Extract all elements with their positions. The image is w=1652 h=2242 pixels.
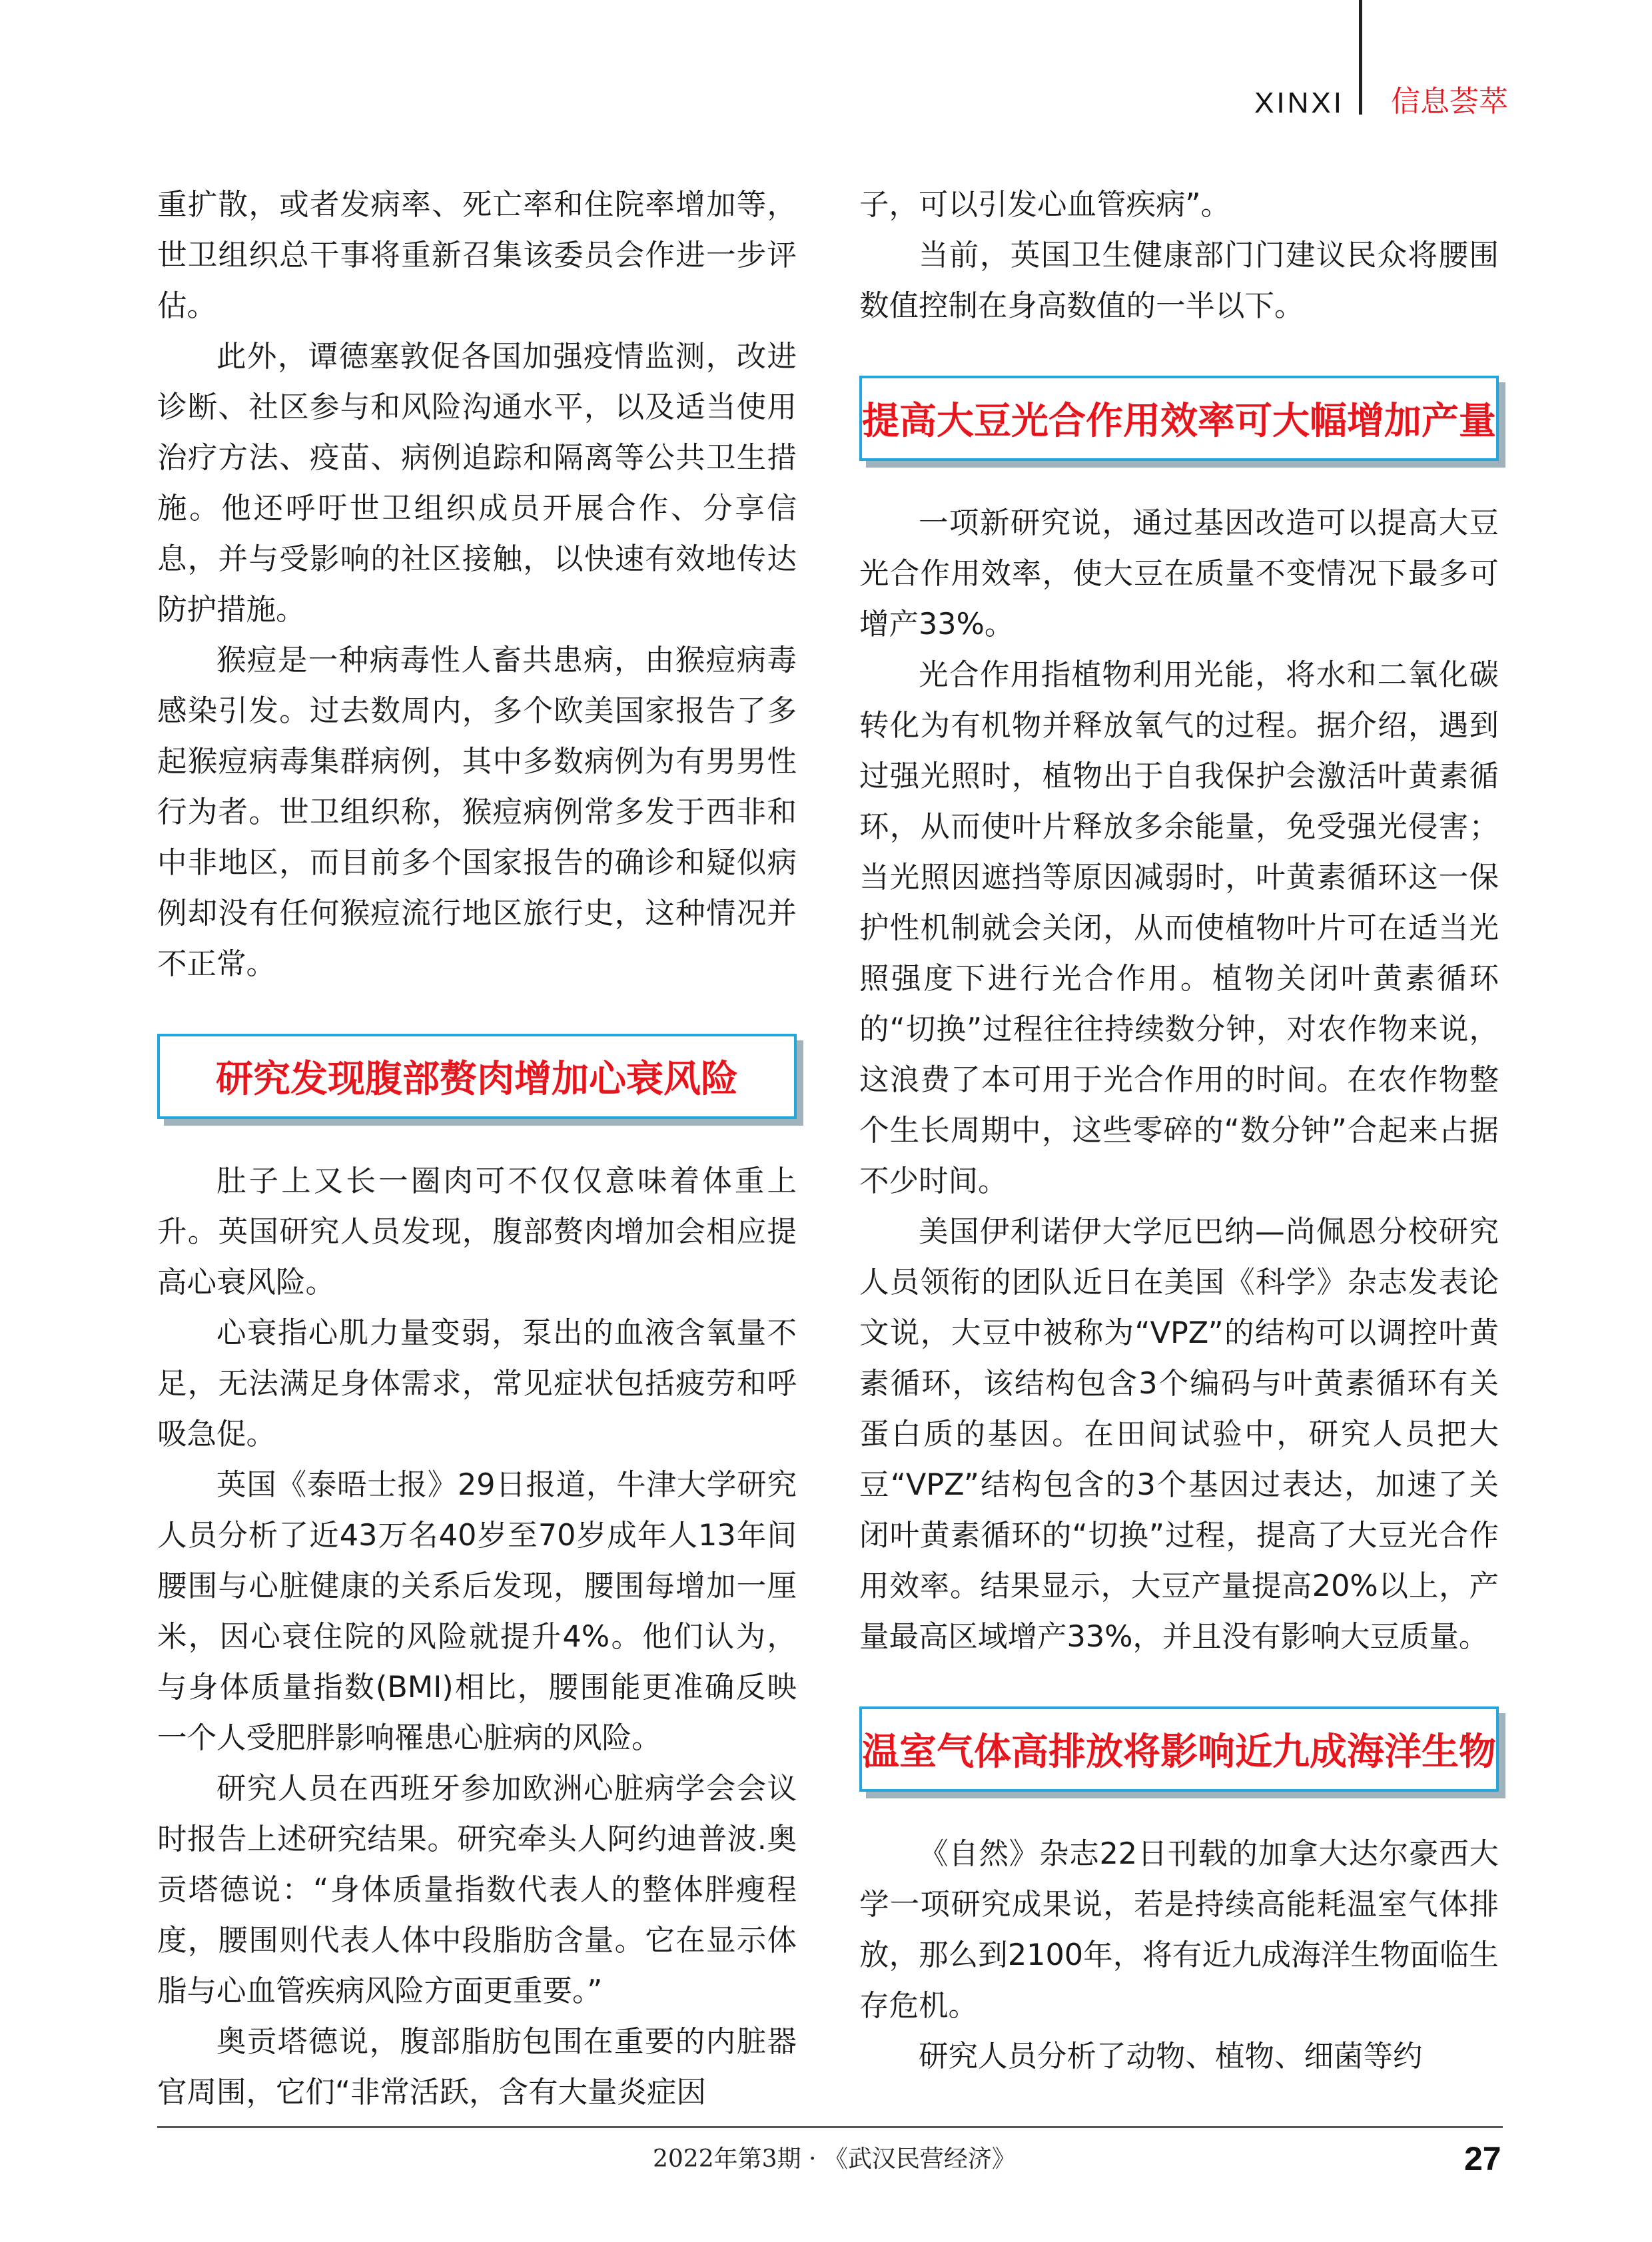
footer-rule [157,2126,1503,2128]
body-paragraph: 肚子上又长一圈肉可不仅仅意味着体重上升。英国研究人员发现，腹部赘肉增加会相应提高心衰风险。 [157,1164,797,1300]
right-column [859,180,1499,2082]
body-paragraph: 奥贡塔德说，腹部脂肪包围在重要的内脏器官周围，它们“非常活跃，含有大量炎症因 [157,2025,797,2109]
body-paragraph: 美国伊利诺伊大学厄巴纳—尚佩恩分校研究人员领衔的团队近日在美国《科学》杂志发表论文说，大豆中被称为“VPZ”的结构可以调控叶黄素循环，该结构包含3个编码与叶黄素循环有关蛋白质的基因。在田间试验中，研究人员把大豆“VPZ”结构包含的3个基因过表达，加速了关闭叶黄素循环的“切换”过程，提高了大豆光合作用效率。结果显示，大豆产量提高20%以上，产量最高区域增产33%，并且没有影响大豆质量。 [859,1215,1499,1654]
page-footer [0,2139,1652,2186]
body-paragraph: 《自然》杂志22日刊载的加拿大达尔豪西大学一项研究成果说，若是持续高能耗温室气体排放，那么到2100年，将有近九成海洋生物面临生存危机。 [859,1837,1499,2023]
article-title-box [859,1706,1499,1792]
body-paragraph: 光合作用指植物利用光能，将水和二氧化碳转化为有机物并释放氧气的过程。据介绍，遇到过强光照时，植物出于自我保护会激活叶黄素循环，从而使叶片释放多余能量，免受强光侵害；当光照因遮挡等原因减弱时，叶黄素循环这一保护性机制就会关闭，从而使植物叶片可在适当光照强度下进行光合作用。植物关闭叶黄素循环的“切换”过程往往持续数分钟，对农作物来说，这浪费了本可用于光合作用的时间。在农作物整个生长周期中，这些零碎的“数分钟”合起来占据不少时间。 [859,658,1499,1198]
body-paragraph: 一项新研究说，通过基因改造可以提高大豆光合作用效率，使大豆在质量不变情况下最多可增产33%。 [859,506,1499,641]
body-paragraph: 猴痘是一种病毒性人畜共患病，由猴痘病毒感染引发。过去数周内，多个欧美国家报告了多起猴痘病毒集群病例，其中多数病例为有男男性行为者。世卫组织称，猴痘病例常多发于西非和中非地区，而目前多个国家报告的确诊和疑似病例却没有任何猴痘流行地区旅行史，这种情况并不正常。 [157,643,797,981]
article-title-box [859,376,1499,461]
article-title-box [157,1034,797,1119]
body-paragraph: 此外，谭德塞敦促各国加强疫情监测，改进诊断、社区参与和风险沟通水平，以及适当使用治疗方法、疫苗、病例追踪和隔离等公共卫生措施。他还呼吁世卫组织成员开展合作、分享信息，并与受影响的社区接触，以快速有效地传达防护措施。 [157,340,797,627]
body-paragraph: 子，可以引发心血管疾病”。 [859,188,1231,222]
body-paragraph: 当前，英国卫生健康部门门建议民众将腰围数值控制在身高数值的一半以下。 [859,238,1499,323]
page-number: 27 [1464,2140,1501,2177]
body-paragraph: 心衰指心肌力量变弱，泵出的血液含氧量不足，无法满足身体需求，常见症状包括疲劳和呼吸急促。 [157,1316,797,1451]
header-divider [1359,0,1362,115]
body-paragraph: 研究人员在西班牙参加欧洲心脏病学会会议时报告上述研究结果。研究牵头人阿约迪普波.奥贡塔德说：“身体质量指数代表人的整体胖瘦程度，腰围则代表人体中段脂肪含量。它在显示体脂与心血管疾病风险方面更重要。” [157,1772,797,2008]
body-paragraph: 英国《泰晤士报》29日报道，牛津大学研究人员分析了近43万名40岁至70岁成年人13年间腰围与心脏健康的关系后发现，腰围每增加一厘米，因心衰住院的风险就提升4%。他们认为，与身体质量指数(BMI)相比，腰围能更准确反映一个人受肥胖影响罹患心脏病的风险。 [157,1468,797,1755]
article-title: 提高大豆光合作用效率可大幅增加产量 [862,399,1496,443]
section-label-cn: 信息荟萃 [1391,85,1508,119]
body-paragraph: 重扩散，或者发病率、死亡率和住院率增加等，世卫组织总干事将重新召集该委员会作进一步评估。 [157,188,797,323]
left-column [157,180,797,2118]
issue-info: 2022年第3期 · 《武汉民营经济》 [653,2145,1016,2173]
body-paragraph: 研究人员分析了动物、植物、细菌等约 [919,2040,1423,2073]
article-title: 研究发现腹部赘肉增加心衰风险 [216,1057,738,1101]
section-label-en: XINXI [1254,87,1344,119]
article-title: 温室气体高排放将影响近九成海洋生物 [862,1730,1496,1774]
